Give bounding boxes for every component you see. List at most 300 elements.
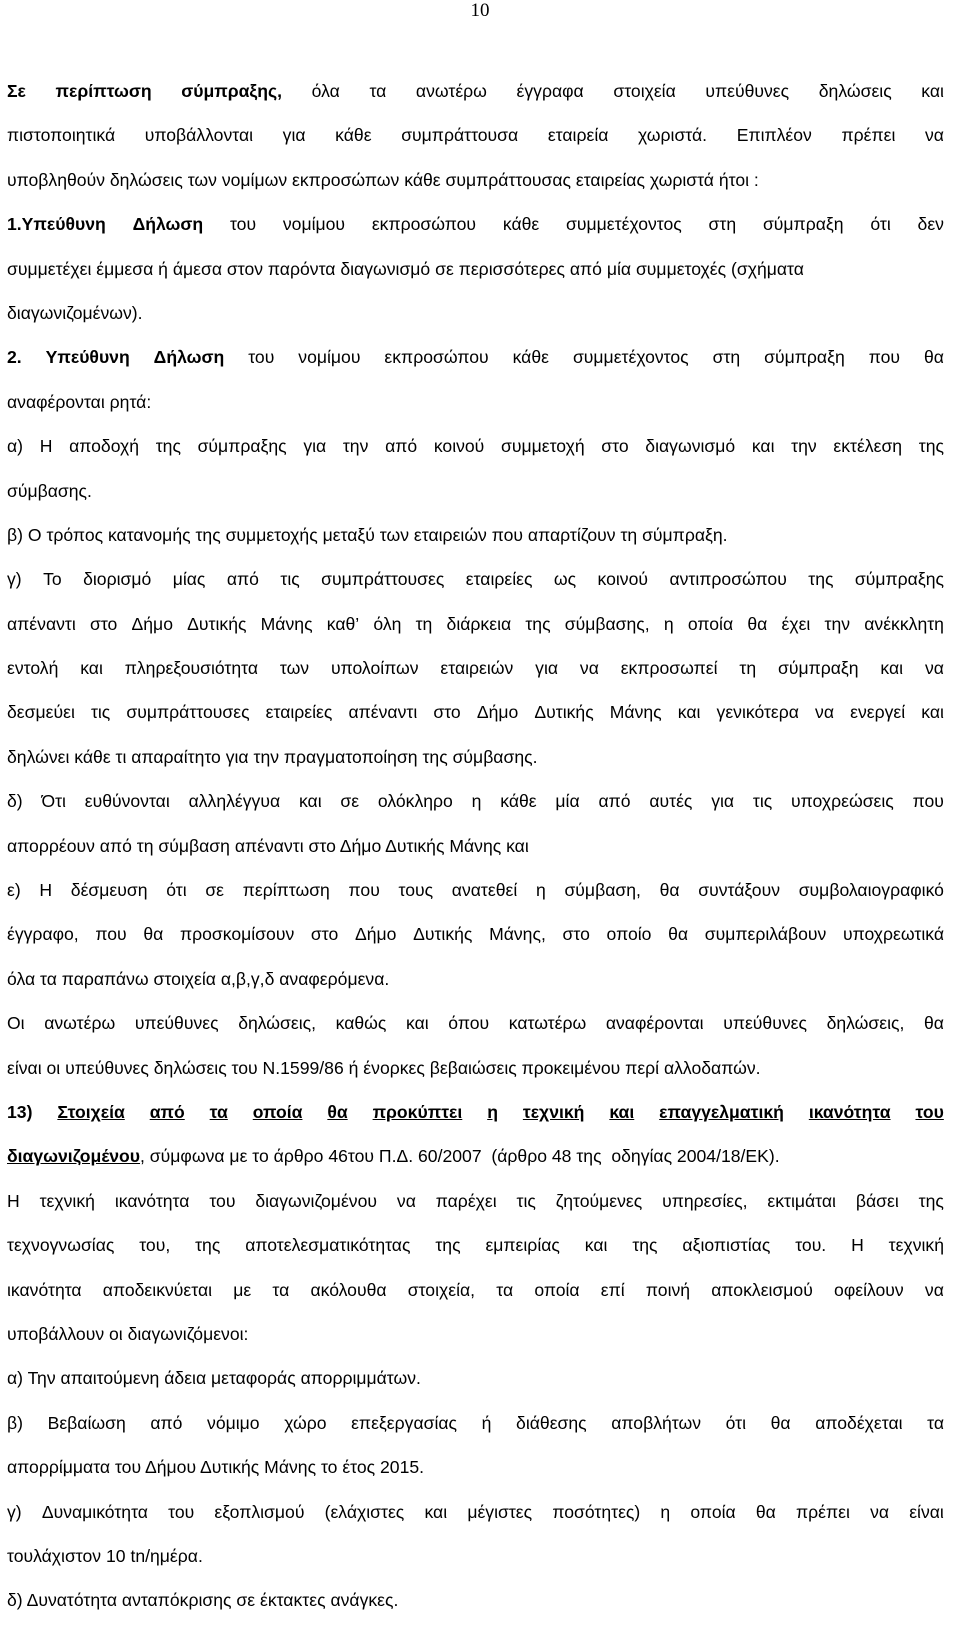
text-run: του, [139, 1235, 171, 1256]
text-run: β) [7, 1412, 23, 1433]
text-run: της [195, 1235, 221, 1256]
text-run: στη [712, 347, 741, 368]
text-run: τις [516, 1190, 536, 1211]
text-line [7, 1232, 944, 1276]
text-run: κατωτέρω [508, 1013, 587, 1034]
text-run: 2. [7, 347, 22, 368]
text-run: που [95, 924, 127, 945]
text-run: τουλάχιστον 10 tn/ημέρα. [7, 1545, 203, 1566]
text-run: διάρκεια [446, 613, 512, 634]
text-run: επεξεργασίας [351, 1412, 458, 1433]
text-run: καθ’ [326, 613, 360, 634]
text-run: της [155, 436, 181, 457]
text-run: στο [89, 613, 118, 634]
text-line [7, 389, 944, 433]
text-run: θα [923, 347, 944, 368]
text-run: η [663, 613, 674, 634]
text-run: οποία [252, 1101, 303, 1122]
text-run: απέναντι [348, 702, 418, 723]
text-line [7, 877, 944, 921]
text-run: γ) [7, 569, 22, 590]
text-run: περίπτωση [242, 880, 330, 901]
text-run: την [791, 436, 817, 457]
text-run: της [435, 1235, 461, 1256]
text-run: ποινή [645, 1279, 691, 1300]
text-run: τεχνική [888, 1235, 944, 1256]
text-run: και [751, 436, 775, 457]
text-line [7, 1499, 944, 1543]
text-run: η [660, 1501, 671, 1522]
text-run: εταιρειών [440, 658, 514, 679]
text-run: Δήμο [476, 702, 519, 723]
text-run: αποτελεσματικότητας [245, 1235, 411, 1256]
text-run: Βεβαίωση [47, 1412, 126, 1433]
text-run: ολόκληρο [377, 791, 453, 812]
text-line [7, 522, 944, 566]
text-run: και [406, 1013, 429, 1034]
text-run: έγγραφα [516, 81, 584, 101]
text-line [7, 122, 944, 166]
text-run: που [912, 791, 944, 812]
text-run: συντάξουν [698, 880, 781, 901]
text-run: υποβληθούν δηλώσεις των νομίμων εκπροσώπων κάθε συμπράττουσας εταιρείας χωριστά ήτοι : [7, 169, 759, 190]
text-run: και [80, 658, 103, 679]
text-run: απέναντι [7, 613, 76, 634]
text-run: τις [280, 569, 300, 590]
text-run: της [918, 1190, 944, 1211]
text-run: οποία [534, 1279, 580, 1300]
text-run: ανωτέρω [415, 81, 487, 101]
text-run: αλληλέγγυα [188, 791, 281, 812]
text-run: να [579, 658, 599, 679]
text-run: σε [205, 880, 225, 901]
text-run: εκπροσωπεί [620, 658, 718, 679]
text-run: νόμιμο [207, 1412, 260, 1433]
text-line [7, 1010, 944, 1054]
text-run: Μάνης [260, 613, 313, 634]
page-number: 10 [470, 0, 490, 21]
text-run: εντολή [7, 658, 59, 679]
text-run: θα [659, 880, 680, 901]
text-run: ότι [166, 880, 187, 901]
text-run: του [168, 1501, 195, 1522]
text-run: εκπροσώπου [384, 347, 489, 368]
text-run: διαγωνιζομένου [7, 1146, 141, 1167]
text-run: όλα τα παραπάνω στοιχεία α,β,γ,δ αναφερόμενα. [7, 968, 390, 989]
text-run: συμπεριλάβουν [704, 924, 827, 945]
text-run: τα [209, 1101, 228, 1122]
text-line [7, 744, 944, 788]
text-run: του. [795, 1235, 827, 1256]
text-run: αυτές [649, 791, 693, 812]
text-run: εξοπλισμού [214, 1501, 305, 1522]
text-run: Οι [7, 1013, 25, 1034]
text-run: κοινού [597, 569, 649, 590]
text-run: υπεύθυνες [723, 1013, 807, 1034]
text-run: κάθε [500, 791, 537, 812]
text-run: οποίο [606, 924, 652, 945]
text-run: χωριστά. [638, 125, 708, 146]
text-run: για [282, 125, 306, 146]
text-run: χώρο [284, 1412, 327, 1433]
text-run: τεχνική [522, 1101, 585, 1122]
text-run: εταιρείες [265, 702, 333, 723]
text-run: οποία [687, 613, 734, 634]
text-run: δηλώσεις, [238, 1013, 317, 1034]
text-line [7, 833, 944, 877]
text-run: την [824, 613, 851, 634]
text-run: να [924, 1279, 944, 1300]
text-run: του [229, 214, 257, 235]
text-line [7, 921, 944, 965]
text-run: υπολοίπων [330, 658, 419, 679]
text-run: σύμβασης, [564, 613, 650, 634]
text-run: αποδεικνύεται [102, 1279, 213, 1300]
text-line [7, 1143, 944, 1187]
text-run: Δυτικής [534, 702, 594, 723]
text-run: μία [555, 791, 580, 812]
text-run: έχει [781, 613, 811, 634]
text-run: υποχρεωτικά [842, 924, 944, 945]
text-run: δέσμευση [70, 880, 148, 901]
text-run: ποσότητες) [552, 1501, 641, 1522]
text-run: διορισμό [83, 569, 152, 590]
text-run: όλα [311, 81, 340, 101]
text-run: έγγραφο, [7, 924, 79, 945]
text-run: δηλώσεις [818, 81, 892, 101]
text-run: Επιπλέον [736, 125, 812, 146]
text-run: προσκομίσουν [179, 924, 295, 945]
text-run: της [918, 436, 944, 457]
text-run: για [711, 791, 735, 812]
text-line [7, 433, 944, 477]
text-run: να [396, 1190, 416, 1211]
text-run: του [248, 347, 275, 368]
text-run: Σε [7, 81, 26, 101]
text-run: που [868, 347, 900, 368]
text-run: από [150, 1412, 183, 1433]
text-run: στο [433, 702, 461, 723]
text-run: οφείλουν [834, 1279, 904, 1300]
text-run: θα [327, 1101, 348, 1122]
text-run: υποβάλλουν οι διαγωνιζόμενοι: [7, 1323, 249, 1344]
text-run: να [870, 1501, 890, 1522]
text-line [7, 478, 944, 522]
text-run: συμμετοχή [500, 436, 585, 457]
text-line [7, 211, 944, 255]
text-run: ή [481, 1412, 492, 1433]
text-run: ανατεθεί [451, 880, 518, 901]
text-line [7, 1410, 944, 1454]
text-run: θα [755, 1501, 776, 1522]
text-run: στοιχεία, [407, 1279, 476, 1300]
text-run: από [598, 791, 631, 812]
text-run: και [298, 791, 322, 812]
text-run: και [921, 81, 944, 101]
text-run: αποδοχή [69, 436, 140, 457]
text-run: επί [600, 1279, 625, 1300]
text-run: που [348, 880, 380, 901]
text-run: συμμετέχοντος [572, 347, 689, 368]
text-run: τα [369, 81, 387, 101]
text-line [7, 1454, 944, 1498]
text-run: αντιπροσώπου [669, 569, 787, 590]
text-run: η [535, 880, 546, 901]
text-run: σύμπραξη [764, 347, 845, 368]
text-run: β) Ο τρόπος κατανομής της συμμετοχής μεταξύ των εταιρειών που απαρτίζουν τη σύμπραξη. [7, 524, 728, 545]
text-run: Υπεύθυνη [45, 347, 130, 368]
text-run: κοινού [433, 436, 485, 457]
text-run: σύμφωνα με το άρθρο 46του Π.Δ. 60/2007 (άρθρο 48 της οδηγίας 2004/18/ΕΚ). [144, 1146, 780, 1167]
text-run: τα [272, 1279, 290, 1300]
text-run: και [424, 1501, 448, 1522]
text-run: σύμπραξη [762, 214, 844, 235]
text-run: ευθύνονται [84, 791, 170, 812]
text-run: επαγγελματική [659, 1101, 784, 1122]
text-run: εμπειρίας [485, 1235, 560, 1256]
text-run: απορρίμματα του Δήμου Δυτικής Μάνης το έτος 2015. [7, 1457, 425, 1478]
text-run: δηλώνει κάθε τι απαραίτητο για την πραγματοποίηση της σύμβασης. [7, 746, 538, 767]
text-run: του [209, 1190, 236, 1211]
text-run: θα [143, 924, 164, 945]
text-line [7, 1365, 944, 1409]
text-line [7, 611, 944, 655]
text-line [7, 1277, 944, 1321]
text-run: βάσει [855, 1190, 899, 1211]
text-run: , [140, 1146, 145, 1167]
text-line [7, 699, 944, 743]
text-run: Ότι [41, 791, 66, 812]
text-line [7, 655, 944, 699]
text-run: 1.Υπεύθυνη [7, 214, 106, 235]
text-run: τους [398, 880, 434, 901]
text-run: με [233, 1279, 252, 1300]
text-run: ανέκκλητη [864, 613, 944, 634]
text-run: για [535, 658, 559, 679]
text-run: Μάνης [609, 702, 662, 723]
text-run: τα [927, 1412, 944, 1433]
text-run: ε) [7, 880, 21, 901]
text-run: Η [7, 1190, 20, 1211]
text-run: τις [90, 702, 111, 723]
text-run: θα [924, 1013, 944, 1034]
text-run: εκπροσώπου [371, 214, 477, 235]
text-run: κάθε [335, 125, 372, 146]
text-run: κάθε [502, 214, 540, 235]
text-line [7, 344, 944, 388]
text-run: ικανότητα [7, 1279, 82, 1300]
text-run: σύμβαση, [564, 880, 641, 901]
text-line [7, 788, 944, 832]
text-run: ζητούμενες [555, 1190, 643, 1211]
text-run: της [525, 613, 551, 634]
text-run: στη [708, 214, 737, 235]
text-line [7, 300, 944, 344]
text-run: τεχνογνωσίας [7, 1235, 115, 1256]
text-run: αποκλεισμού [711, 1279, 813, 1300]
text-run: καθώς [335, 1013, 387, 1034]
text-run: υπεύθυνες [134, 1013, 219, 1034]
text-run: και [880, 658, 904, 679]
text-run: εκτέλεση [833, 436, 903, 457]
text-run: υπηρεσίες, [662, 1190, 748, 1211]
text-run: συμπράττουσες [126, 702, 250, 723]
text-run: (ελάχιστες [324, 1501, 405, 1522]
text-line [7, 1321, 944, 1365]
text-run: Το [43, 569, 62, 590]
text-run: του [915, 1101, 944, 1122]
text-run: στο [562, 924, 590, 945]
text-run: οποία [690, 1501, 736, 1522]
text-run: διαγωνισμό [645, 436, 736, 457]
text-run: όλη [373, 613, 402, 634]
text-run: δηλώσεις, [826, 1013, 905, 1034]
text-run: διάθεσης [516, 1412, 587, 1433]
text-run: περίπτωση [55, 81, 152, 101]
text-run: δεσμεύει [7, 702, 75, 723]
text-run: αποβλήτων [611, 1412, 702, 1433]
text-run: κάθε [512, 347, 549, 368]
text-run: αποδέχεται [815, 1412, 903, 1433]
text-run: ότι [725, 1412, 747, 1433]
text-line [7, 1099, 944, 1143]
text-run: γενικότερα [716, 702, 799, 723]
text-line [7, 566, 944, 610]
text-run: δ) [7, 791, 23, 812]
text-run: σύμβασης. [7, 480, 92, 501]
text-run: α) [7, 436, 24, 457]
text-run: εκτιμάται [767, 1190, 836, 1211]
text-run: απορρέουν από τη σύμβαση απέναντι στο Δήμο Δυτικής Μάνης και [7, 835, 529, 856]
text-run: ανωτέρω [44, 1013, 116, 1034]
text-run: Δήμο [354, 924, 397, 945]
text-run: από [149, 1101, 185, 1122]
text-run: πληρεξουσιότητα [124, 658, 259, 679]
text-line [7, 1543, 944, 1587]
text-run: να [815, 702, 835, 723]
text-line [7, 256, 944, 300]
text-run: συμπράττουσες [321, 569, 445, 590]
text-run: πρέπει [796, 1501, 850, 1522]
text-run: συμπράττουσα [401, 125, 519, 146]
text-run: στοιχεία [613, 81, 676, 101]
text-run: ικανότητα [114, 1190, 190, 1211]
text-run: νομίμου [282, 214, 346, 235]
text-line [7, 167, 944, 211]
text-line [7, 1055, 944, 1099]
text-run: και [609, 1101, 635, 1122]
text-run: της [808, 569, 834, 590]
text-line [7, 78, 944, 122]
text-run: θα [747, 613, 768, 634]
text-run: Η [39, 436, 53, 457]
text-run: και [584, 1235, 608, 1256]
text-run: είναι [909, 1501, 944, 1522]
text-run: τις [752, 791, 773, 812]
text-run: υπεύθυνες [705, 81, 790, 101]
text-line [7, 1188, 944, 1232]
text-run: από [226, 569, 259, 590]
text-run: υποβάλλονται [144, 125, 254, 146]
text-run: Η [39, 880, 53, 901]
text-run: 13) [7, 1101, 33, 1122]
document-body [7, 78, 944, 1632]
text-run: τεχνική [39, 1190, 95, 1211]
text-run: α) Την απαιτούμενη άδεια μεταφοράς απορριμμάτων. [7, 1368, 421, 1389]
text-run: Δήλωση [153, 347, 225, 368]
text-run: στο [601, 436, 629, 457]
text-run: όπου [448, 1013, 490, 1034]
text-run: συμμετέχοντος [566, 214, 682, 235]
text-run: είναι οι υπεύθυνες δηλώσεις του Ν.1599/86 ή ένορκες βεβαιώσεις προκειμένου περί αλλοδαπών. [7, 1057, 761, 1078]
text-run: την [342, 436, 369, 457]
text-run: εταιρείες [465, 569, 533, 590]
text-run: προκύπτει [372, 1101, 463, 1122]
text-run: γ) [7, 1501, 22, 1522]
text-run: ακόλουθα [310, 1279, 387, 1300]
text-run: η [471, 791, 482, 812]
text-run: ότι [870, 214, 891, 235]
text-run: σε [340, 791, 360, 812]
text-run: Δυναμικότητα [41, 1501, 148, 1522]
text-run: να [925, 125, 944, 146]
text-run: σύμπραξης [197, 436, 287, 457]
text-run: για [303, 436, 327, 457]
text-run: θα [770, 1412, 791, 1433]
text-run: στο [310, 924, 339, 945]
text-run: δ) Δυνατότητα ανταπόκρισης σε έκτακτες ανάγκες. [7, 1590, 399, 1611]
text-run: πιστοποιητικά [7, 125, 116, 146]
text-run: διαγωνιζομένων). [7, 302, 143, 323]
text-run: νομίμου [298, 347, 361, 368]
text-line [7, 1587, 944, 1631]
text-run: δεν [917, 214, 944, 235]
text-run: να [924, 658, 944, 679]
text-run: ικανότητα [808, 1101, 891, 1122]
text-run: από [385, 436, 418, 457]
text-run: και [677, 702, 701, 723]
text-run: σύμπραξης [854, 569, 944, 590]
text-run: τη [415, 613, 433, 634]
text-run: μέγιστες [467, 1501, 533, 1522]
text-run: ως [553, 569, 577, 590]
text-run: αξιοπιστίας [682, 1235, 771, 1256]
text-run: Στοιχεία [57, 1101, 125, 1122]
text-run: τα [496, 1279, 514, 1300]
text-run: μίας [172, 569, 206, 590]
text-run: σύμπραξη [777, 658, 859, 679]
text-run: σύμπραξης, [181, 81, 283, 101]
text-run: τη [739, 658, 757, 679]
text-run: υποχρεώσεις [791, 791, 894, 812]
text-run: αναφέρονται ρητά: [7, 391, 152, 412]
text-run: Μάνης, [489, 924, 546, 945]
text-run: συμμετέχει έμμεσα ή άμεσα στον παρόντα διαγωνισμό σε περισσότερες από μία συμμετοχές (σχήματα [7, 258, 804, 279]
text-run: αναφέρονται [605, 1013, 704, 1034]
text-run: εταιρεία [547, 125, 609, 146]
text-run: ενεργεί [850, 702, 906, 723]
text-run: η [487, 1101, 498, 1122]
text-run: Δυτικής [187, 613, 247, 634]
text-run: συμβολαιογραφικό [798, 880, 944, 901]
text-line [7, 966, 944, 1010]
text-run: παρέχει [435, 1190, 497, 1211]
text-run: θα [668, 924, 689, 945]
text-run: Δήμο [131, 613, 173, 634]
text-run: Δυτικής [413, 924, 473, 945]
text-run: της [632, 1235, 658, 1256]
text-run: Δήλωση [132, 214, 204, 235]
